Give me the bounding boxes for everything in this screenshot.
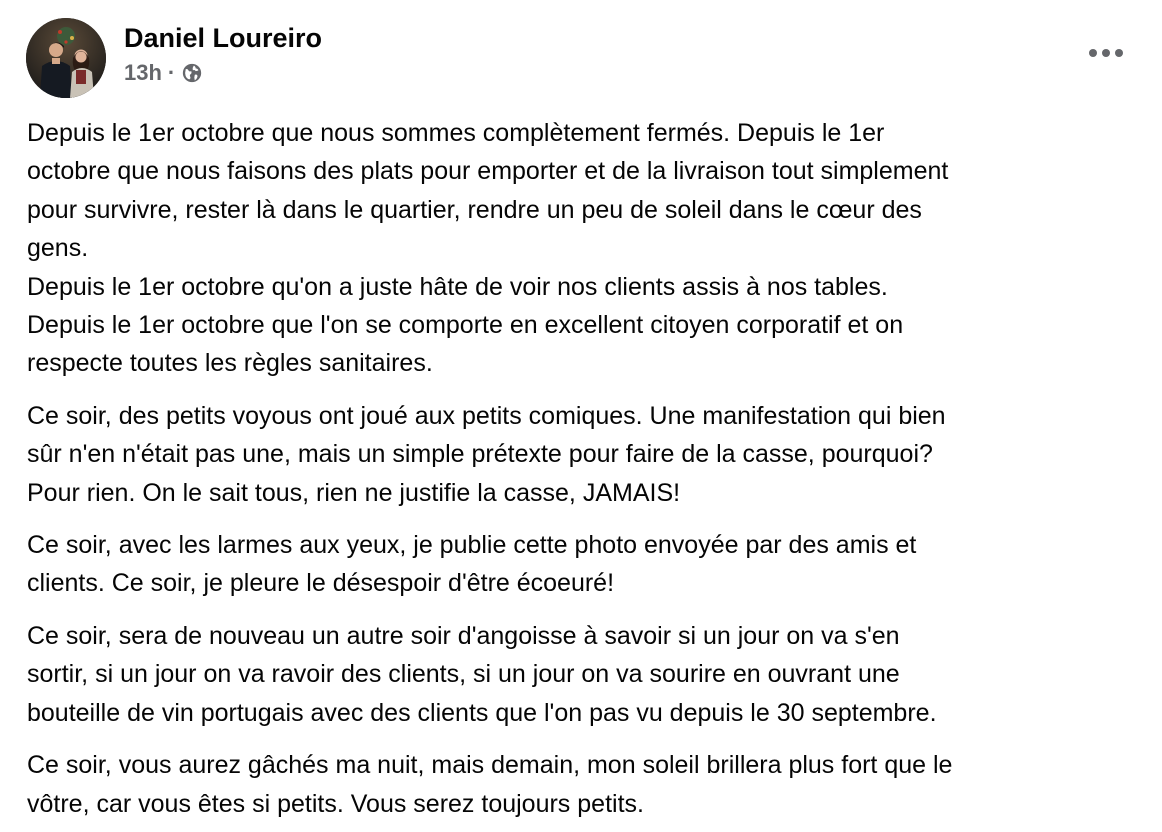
text-line: octobre que nous faisons des plats pour emporter et de la livraison tout simplement <box>27 157 949 186</box>
more-options-icon[interactable] <box>1088 38 1124 68</box>
text-line: gens. <box>27 234 89 263</box>
post-subline <box>124 60 322 86</box>
text-line: pour survivre, rester là dans le quartier, rendre un peu de soleil dans le cœur des <box>27 195 922 224</box>
text-line: Ce soir, avec les larmes aux yeux, je publie cette photo envoyée par des amis et <box>27 531 917 560</box>
post-paragraph-1 <box>27 114 1147 383</box>
text-line: sortir, si un jour on va ravoir des clients, si un jour on va sourire en ouvrant une <box>27 660 900 689</box>
globe-icon[interactable] <box>181 62 203 84</box>
author-avatar[interactable] <box>26 18 106 98</box>
text-line: sûr n'en n'était pas une, mais un simple prétexte pour faire de la casse, pourquoi? <box>27 440 933 469</box>
text-line: vôtre, car vous êtes si petits. Vous serez toujours petits. <box>27 789 644 818</box>
post-paragraph-5 <box>27 746 1147 823</box>
text-line: Depuis le 1er octobre que nous sommes complètement fermés. Depuis le 1er <box>27 119 885 147</box>
text-line: Ce soir, sera de nouveau un autre soir d'angoisse à savoir si un jour on va s'en <box>27 621 900 650</box>
post-meta <box>124 18 322 86</box>
text-line: clients. Ce soir, je pleure le désespoir d'être écoeuré! <box>27 569 615 598</box>
author-name[interactable]: Daniel Loureiro <box>124 23 323 53</box>
text-line: Depuis le 1er octobre que l'on se comporte en excellent citoyen corporatif et on <box>27 311 904 340</box>
avatar-photo-icon <box>26 18 106 98</box>
post-header <box>26 18 322 98</box>
post-paragraph-4 <box>27 617 1147 732</box>
meta-separator: · <box>167 60 176 85</box>
post-body <box>27 114 1147 823</box>
text-line: bouteille de vin portugais avec des clients que l'on pas vu depuis le 30 septembre. <box>27 698 937 727</box>
text-line: Pour rien. On le sait tous, rien ne justifie la casse, JAMAIS! <box>27 478 681 507</box>
text-line: Depuis le 1er octobre qu'on a juste hâte de voir nos clients assis à nos tables. <box>27 272 888 301</box>
post-paragraph-2 <box>27 397 1147 512</box>
post-timestamp[interactable]: 13h <box>124 60 162 85</box>
post-paragraph-3 <box>27 526 1147 603</box>
text-line: Ce soir, des petits voyous ont joué aux petits comiques. Une manifestation qui bien <box>27 401 946 430</box>
text-line: Ce soir, vous aurez gâchés ma nuit, mais demain, mon soleil brillera plus fort que le <box>27 751 953 780</box>
text-line: respecte toutes les règles sanitaires. <box>27 349 433 378</box>
